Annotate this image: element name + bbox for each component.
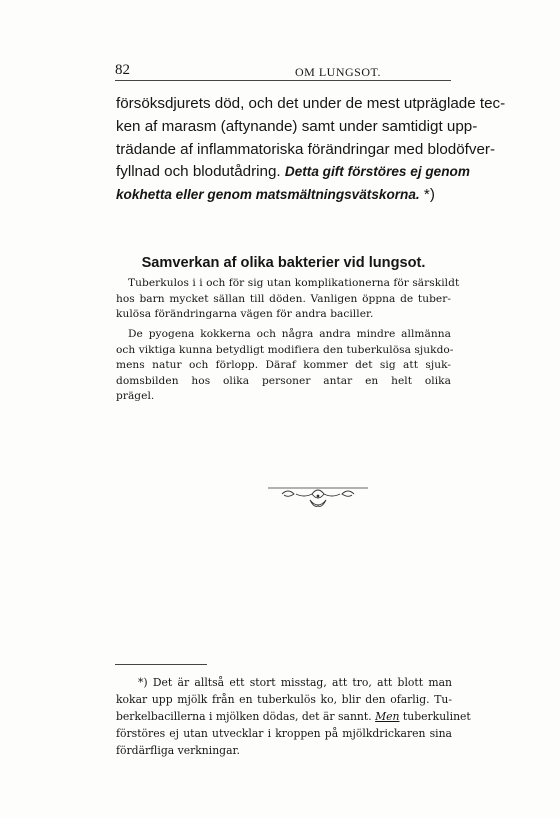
header-rule [115, 80, 451, 81]
emphasis-text: Detta gift förstöres ej genom [284, 164, 470, 180]
text-line: försöksdjurets död, och det under de mest utpräglade tec- [116, 95, 506, 112]
section-paragraph-1 [116, 276, 460, 323]
main-paragraph [116, 93, 506, 207]
text-line [116, 184, 451, 207]
text-fragment: berkelbacillerna i mjölken dödas, det är sannt. [116, 710, 372, 723]
text-line: ken af marasm (aftynande) samt under samtidigt upp- [116, 117, 478, 135]
section-paragraph-2 [116, 327, 454, 405]
footnote-line [116, 708, 471, 725]
footnote [116, 674, 471, 759]
text-line: kulösa förändringarna vägen för andra baciller. [116, 308, 374, 321]
page-number: 82 [115, 62, 130, 78]
footnote-line: fördärfliga verkningar. [116, 744, 240, 757]
footnote-rule [115, 664, 207, 665]
emphasis-text: kokhetta eller genom matsmältningsvätskorna. [116, 187, 420, 203]
footnote-reference: *) [419, 186, 435, 204]
text-line: prägel. [116, 390, 155, 403]
text-fragment: fyllnad och blodutådring. [116, 163, 281, 181]
text-line: trädande af inflammatoriska förändringar med blodöfver- [116, 140, 496, 158]
text-line: mens natur och förlopp. Däraf kommer det sig att sjuk- [116, 359, 451, 372]
running-head: OM LUNGSOT. [295, 65, 381, 79]
underlined-word: Men [375, 710, 400, 723]
footnote-line: *) Det är alltså ett stort misstag, att tro, att blott man [138, 676, 452, 689]
text-line [116, 161, 470, 184]
page-header [115, 62, 451, 82]
section-heading: Samverkan af olika bakterier vid lungsot. [141, 255, 426, 271]
footnote-line: förstöres ej utan utvecklar i kroppen på mjölkdrickaren sina [116, 727, 452, 740]
text-line: hos barn mycket sällan till döden. Vanligen öppna de tuber- [116, 292, 451, 305]
text-fragment: tuberkulinet [402, 710, 471, 723]
text-line: Tuberkulos i i och för sig utan komplikationerna för särskildt [128, 277, 460, 289]
text-line: och viktiga kunna betydligt modifiera den tuberkulösa sjukdo- [116, 343, 454, 356]
footnote-line: kokar upp mjölk från en tuberkulös ko, blir den ofarlig. Tu- [116, 693, 452, 706]
text-line: De pyogena kokkerna och några andra mindre allmänna [128, 328, 451, 340]
decorative-ornament [268, 482, 368, 510]
text-line: domsbilden hos olika personer antar en helt olika [116, 374, 451, 387]
